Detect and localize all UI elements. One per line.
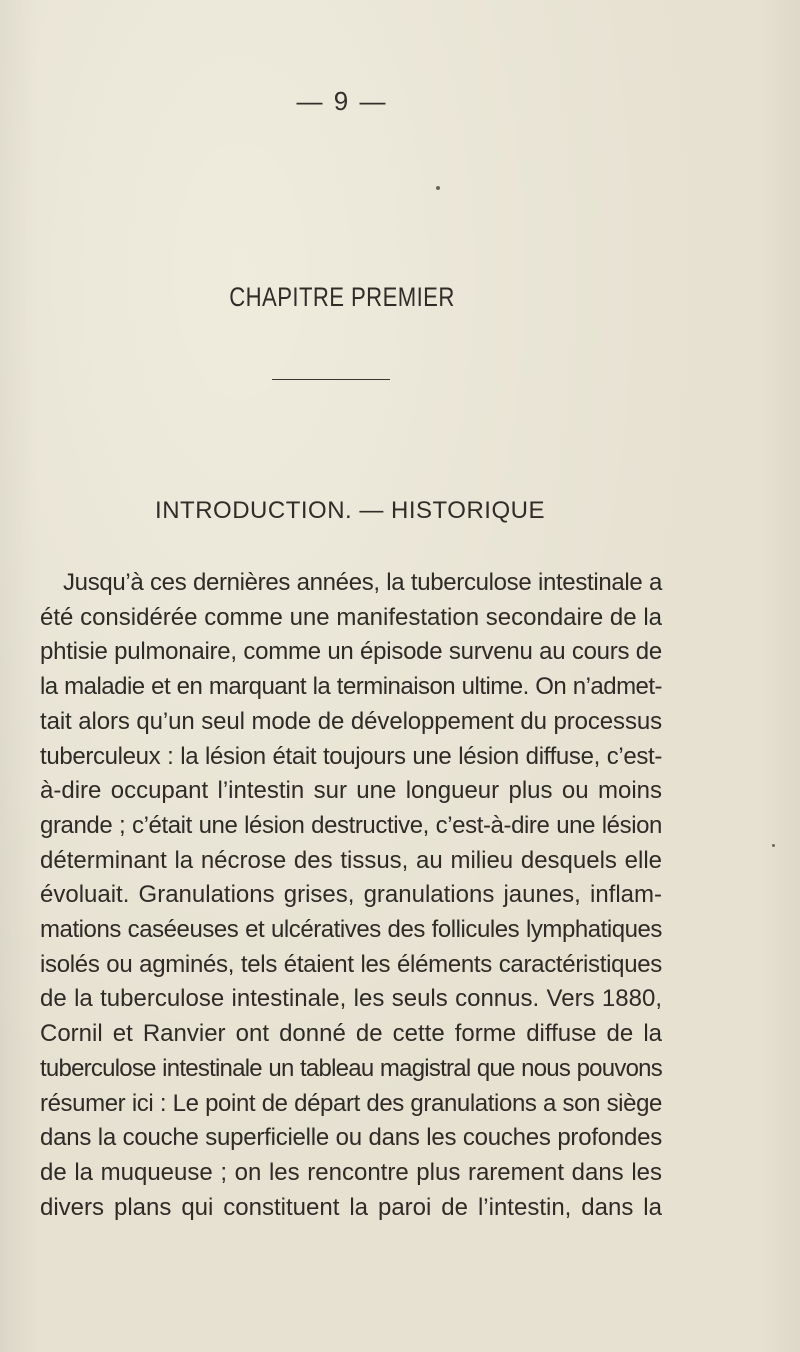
body-paragraph — [40, 566, 662, 1225]
text-line: été considérée comme une manifestation secondaire de la — [40, 603, 662, 631]
text-line: isolés ou agminés, tels étaient les éléments caractéristiques — [40, 950, 662, 978]
text-line: résumer ici : Le point de départ des granulations a son siège — [40, 1089, 662, 1117]
text-line: tait alors qu’un seul mode de développement du processus — [40, 707, 662, 735]
text-line: Cornil et Ranvier ont donné de cette forme diffuse de la — [40, 1020, 662, 1048]
text-line: mations caséeuses et ulcératives des follicules lymphatiques — [40, 916, 662, 944]
text-line: déterminant la nécrose des tissus, au milieu desquels elle — [40, 846, 662, 874]
text-line: grande ; c’était une lésion destructive, c’est-à-dire une lésion — [40, 811, 662, 839]
text-line: la maladie et en marquant la terminaison ultime. On n’admet- — [40, 673, 662, 701]
text-line: de la muqueuse ; on les rencontre plus rarement dans les — [40, 1158, 662, 1186]
text-line: à-dire occupant l’intestin sur une longueur plus ou moins — [40, 777, 662, 805]
paper-speck — [772, 844, 775, 847]
chapter-title: CHAPITRE PREMIER — [229, 282, 455, 312]
text-line: tuberculose intestinale un tableau magistral que nous pouvons — [40, 1054, 662, 1082]
text-line: divers plans qui constituent la paroi de l’intestin, dans la — [40, 1193, 662, 1221]
text-line: tuberculeux : la lésion était toujours une lésion diffuse, c’est- — [40, 742, 662, 770]
divider-rule — [272, 379, 390, 380]
text-line: phtisie pulmonaire, comme un épisode survenu au cours de — [40, 638, 662, 666]
section-title: INTRODUCTION. — HISTORIQUE — [155, 497, 545, 524]
text-line: de la tuberculose intestinale, les seuls connus. Vers 1880, — [40, 985, 662, 1013]
text-line: évoluait. Granulations grises, granulations jaunes, inflam- — [40, 881, 662, 909]
text-line: dans la couche superficielle ou dans les couches profondes — [40, 1124, 662, 1152]
paper-speck — [436, 186, 440, 190]
text-line: Jusqu’à ces dernières années, la tuberculose intestinale a — [63, 569, 662, 596]
page-number: — 9 — — [296, 86, 388, 116]
